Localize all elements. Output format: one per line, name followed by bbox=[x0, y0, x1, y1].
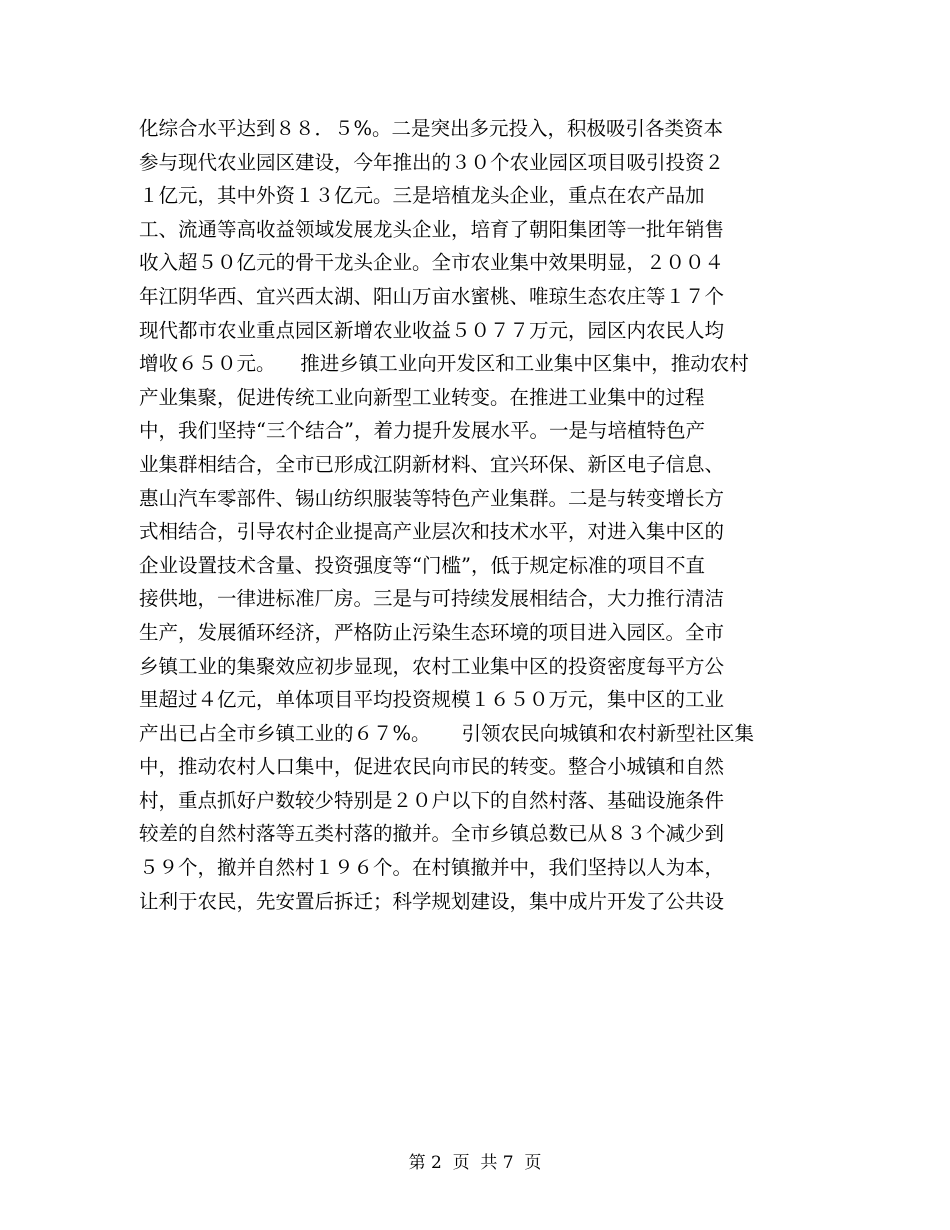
text-line: 中，推动农村人口集中，促进农民向市民的转变。整合小城镇和自然 bbox=[139, 755, 725, 779]
text-line: 增收６５０元。 推进乡镇工业向开发区和工业集中区集中，推动农村 bbox=[139, 352, 749, 376]
text-line: 式相结合，引导农村企业提高产业层次和技术水平，对进入集中区的 bbox=[139, 520, 725, 544]
text-line: 让利于农民，先安置后拆迁；科学规划建设，集中成片开发了公共设 bbox=[139, 889, 725, 913]
text-line: 惠山汽车零部件、锡山纺织服装等特色产业集群。二是与转变增长方 bbox=[139, 486, 725, 510]
text-line: 参与现代农业园区建设，今年推出的３０个农业园区项目吸引投资２ bbox=[139, 150, 725, 174]
text-line: 企业设置技术含量、投资强度等“门槛”，低于规定标准的项目不直 bbox=[139, 553, 705, 577]
text-line: 生产，发展循环经济，严格防止污染生态环境的项目进入园区。全市 bbox=[139, 620, 725, 644]
page-number-footer: 第 2 页 共 7 页 bbox=[408, 1153, 542, 1173]
text-line: 化综合水平达到８８．５%。二是突出多元投入，积极吸引各类资本 bbox=[139, 117, 724, 140]
text-line: 产出已占全市乡镇工业的６７%。 引领农民向城镇和农村新型社区集 bbox=[139, 721, 755, 745]
text-line: 工、流通等高收益领域发展龙头企业，培育了朝阳集团等一批年销售 bbox=[139, 217, 725, 241]
text-line: 收入超５０亿元的骨干龙头企业。全市农业集中效果明显，２００４ bbox=[139, 251, 725, 275]
text-line: 产业集聚，促进传统工业向新型工业转变。在推进工业集中的过程 bbox=[139, 385, 705, 409]
text-line: 乡镇工业的集聚效应初步显现，农村工业集中区的投资密度每平方公 bbox=[139, 654, 725, 678]
text-line: 较差的自然村落等五类村落的撤并。全市乡镇总数已从８３个减少到 bbox=[139, 822, 725, 846]
text-line: 里超过４亿元，单体项目平均投资规模１６５０万元，集中区的工业 bbox=[139, 688, 725, 712]
text-line: 接供地，一律进标准厂房。三是与可持续发展相结合，大力推行清洁 bbox=[139, 587, 725, 611]
body-text bbox=[139, 112, 839, 918]
text-line: ５９个，撤并自然村１９６个。在村镇撤并中，我们坚持以人为本， bbox=[139, 856, 725, 880]
text-line: 业集群相结合，全市已形成江阴新材料、宜兴环保、新区电子信息、 bbox=[139, 452, 725, 476]
text-line: １亿元，其中外资１３亿元。三是培植龙头企业，重点在农产品加 bbox=[139, 184, 705, 208]
text-line: 年江阴华西、宜兴西太湖、阳山万亩水蜜桃、唯琼生态农庄等１７个 bbox=[139, 284, 725, 308]
text-line: 村，重点抓好户数较少特别是２０户以下的自然村落、基础设施条件 bbox=[139, 788, 725, 812]
text-line: 中，我们坚持“三个结合”，着力提升发展水平。一是与培植特色产 bbox=[139, 419, 705, 443]
text-line: 现代都市农业重点园区新增农业收益５０７７万元，园区内农民人均 bbox=[139, 318, 725, 342]
